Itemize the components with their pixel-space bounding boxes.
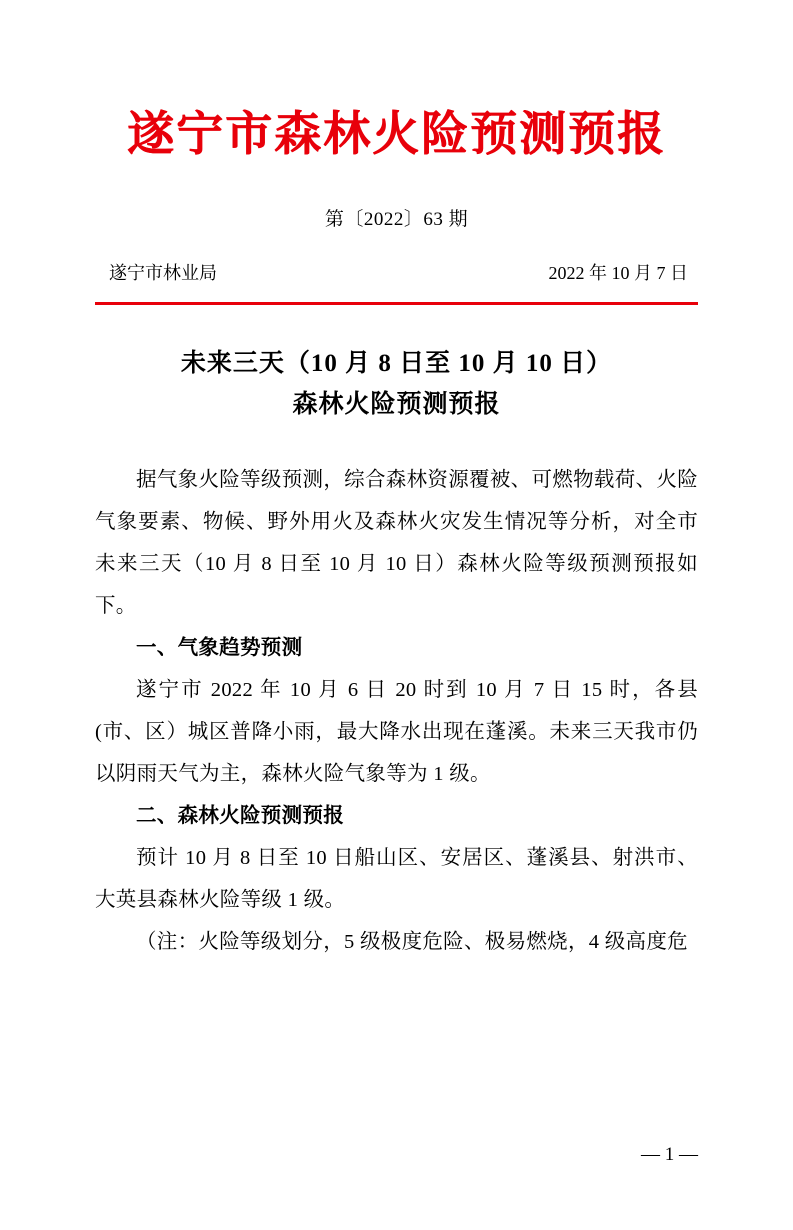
subject-title xyxy=(95,343,698,426)
section-2-note: （注：火险等级划分，5 级极度危险、极易燃烧，4 级高度危 xyxy=(136,931,688,954)
document-body xyxy=(95,459,698,963)
intro-paragraph: 据气象火险等级预测，综合森林资源覆被、可燃物载荷、火险气象要素、物候、野外用火及森林火灾发生情况等分析，对全市未来三天（10 月 8 日至 10 月 10 日）森林火险等级预测预报如下。 xyxy=(95,469,698,618)
red-divider-rule xyxy=(95,302,698,305)
section-2-heading: 二、森林火险预测预报 xyxy=(136,805,344,828)
subject-title-line-1: 未来三天（10 月 8 日至 10 月 10 日） xyxy=(180,349,613,377)
subject-title-line-2: 森林火险预测预报 xyxy=(292,390,501,418)
document-title: 遂宁市森林火险预测预报 xyxy=(127,107,666,162)
section-2-paragraph: 预计 10 月 8 日至 10 日船山区、安居区、蓬溪县、射洪市、大英县森林火险等级 1 级。 xyxy=(95,847,698,912)
issue-number: 第〔2022〕63 期 xyxy=(324,209,469,231)
document-meta xyxy=(95,259,698,285)
section-1-paragraph: 遂宁市 2022 年 10 月 6 日 20 时到 10 月 7 日 15 时，各县(市、区）城区普降小雨，最大降水出现在蓬溪。未来三天我市仍以阴雨天气为主，森林火险气象等为 1 级。 xyxy=(95,679,698,786)
page-number: — 1 — xyxy=(641,1144,698,1165)
issue-date: 2022 年 10 月 7 日 xyxy=(548,263,688,284)
issuing-department: 遂宁市林业局 xyxy=(109,263,217,284)
document-page xyxy=(0,108,793,1230)
section-1-heading: 一、气象趋势预测 xyxy=(136,637,303,660)
